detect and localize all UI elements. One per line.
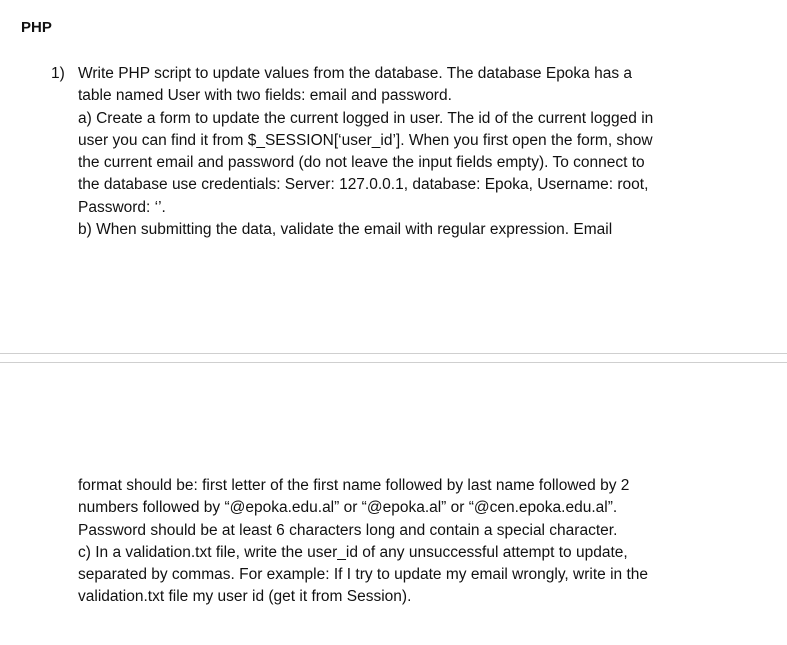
page-break-divider	[0, 362, 787, 363]
question-number: 1)	[51, 65, 65, 82]
text-line: validation.txt file my user id (get it from Session).	[78, 588, 412, 606]
text-line: Write PHP script to update values from the database. The database Epoka has a	[78, 65, 633, 82]
text-line: Password should be at least 6 characters long and contain a special character.	[78, 521, 618, 539]
text-line: user you can find it from $_SESSION[‘user_id’]. When you first open the form, show	[78, 131, 653, 149]
question-text-page-2	[78, 475, 768, 609]
text-line: separated by commas. For example: If I try to update my email wrongly, write in the	[78, 566, 648, 584]
text-line: Password: ‘’.	[78, 198, 166, 216]
text-line: b) When submitting the data, validate the email with regular expression. Email	[78, 221, 613, 239]
text-line: format should be: first letter of the first name followed by last name followed by 2	[78, 477, 630, 494]
text-line: numbers followed by “@epoka.edu.al” or “@epoka.al” or “@cen.epoka.edu.al”.	[78, 499, 618, 517]
text-line: c) In a validation.txt file, write the user_id of any unsuccessful attempt to update,	[78, 543, 628, 561]
text-line: the current email and password (do not leave the input fields empty). To connect to	[78, 154, 645, 172]
text-line: the database use credentials: Server: 127.0.0.1, database: Epoka, Username: root,	[78, 176, 649, 194]
text-line: table named User with two fields: email and password.	[78, 87, 452, 105]
page-break-divider	[0, 353, 787, 354]
text-line: a) Create a form to update the current logged in user. The id of the current logged in	[78, 109, 654, 127]
question-text-page-1	[78, 63, 768, 241]
section-heading: PHP	[21, 19, 52, 36]
